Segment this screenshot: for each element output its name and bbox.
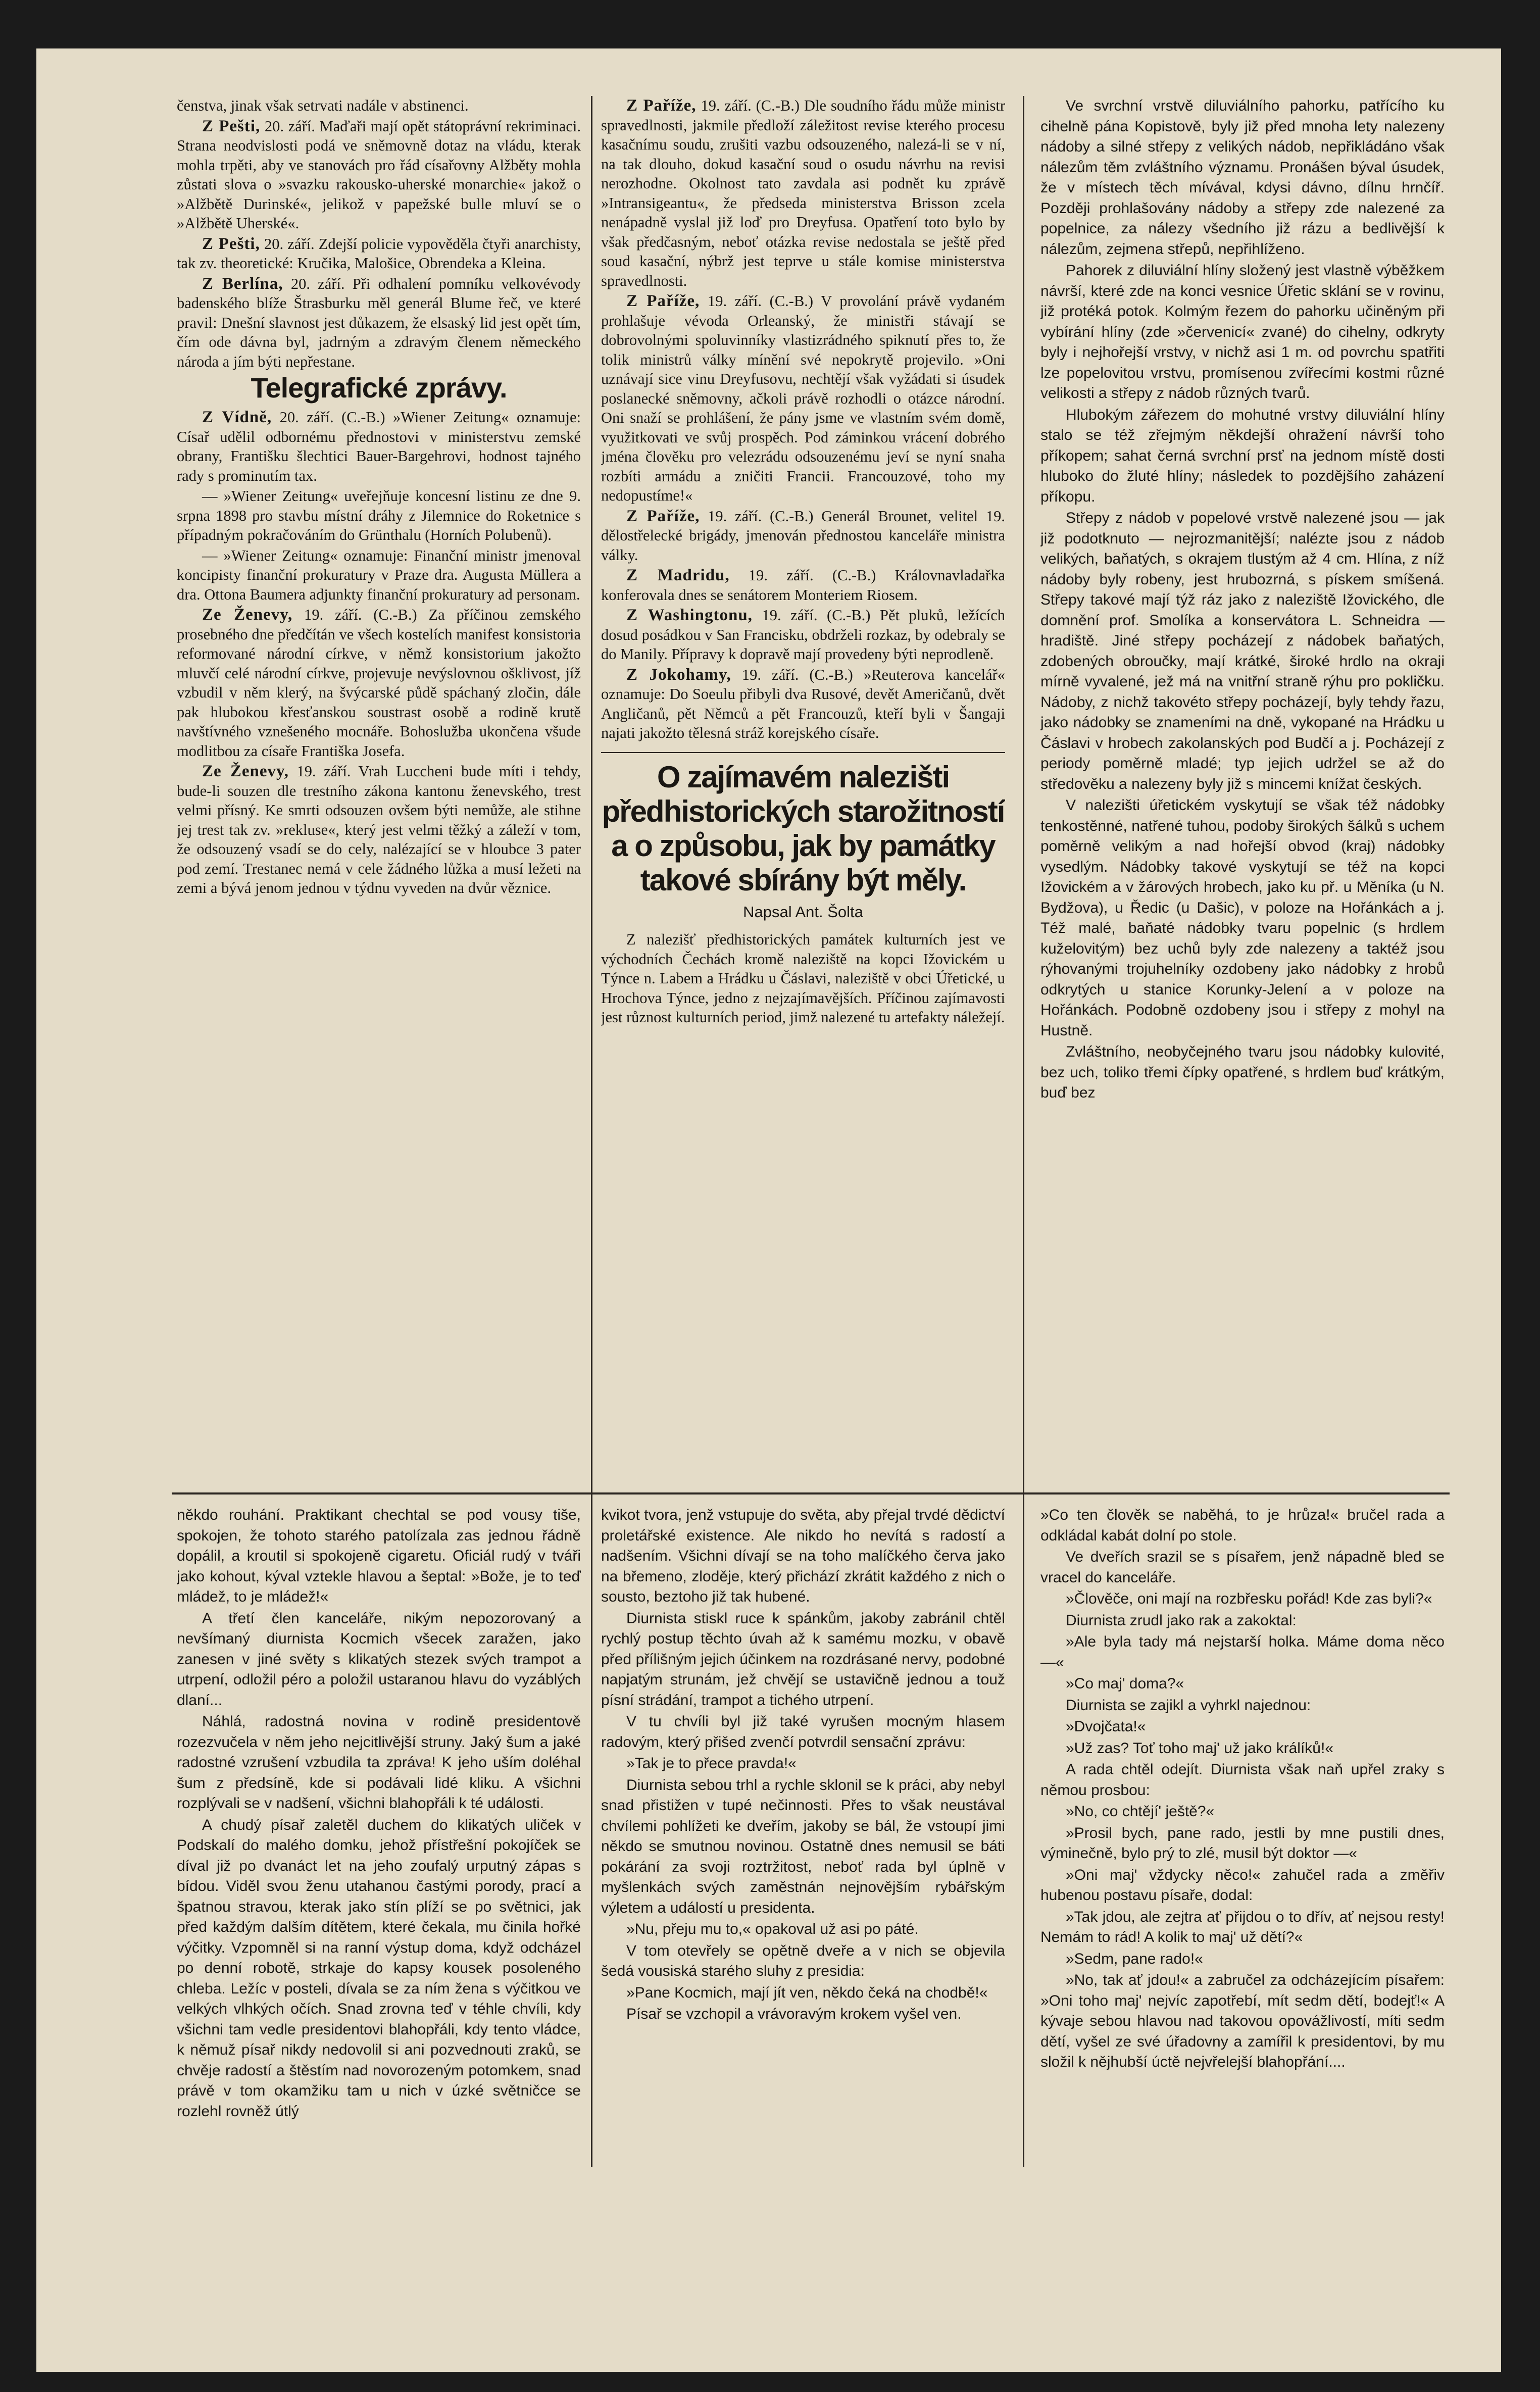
news-dateline: Z Berlína, (202, 274, 283, 293)
news-text: 20. září. Maďaři mají opět státoprávní rekriminaci. Strana neodvislosti podá ve sněmovně dotaz na vládu, kterak mohla trpěti, aby ve stanovách pro řád císařovny Alžběty mohla zůstati slova o »svazku rakousko-uherské monarchie« jakož o »Alžbětě Durinské«, jelikož v papežské bulle mluví se o »Alžbětě Uherské«. (177, 117, 581, 232)
news-item (601, 665, 1005, 743)
news-text: 19. září. (C.-B.) Za příčinou zemského prosebného dne předčítán ve všech kostelích manifest konsistoria reformované národní církve, v němž konsistorium jakožto mluvčí celé národní církve, projevuje nevýslovnou ošklivost, jíž vzbudil v něm klerý, na švýcarské půdě spáchaný zločin, dále pak hlubokou křesťanskou soustrast osobě a rodině krutě navštívného vznešeného mocnáře. Bohoslužba ukončena všude modlitbou za císaře Františka Josefa. (177, 606, 581, 760)
news-item (601, 96, 1005, 290)
news-text: 19. září. (C.-B.) V provolání právě vydaném prohlašuje vévoda Orleanský, že ministři stávají se dobrovolnými spoluvinníky vlastizrádného spiknutí přes to, že tolik ministrů války mínění své nepokrytě projevilo. »Oni uznávají sice vinu Dreyfusovu, nechtějí však vyžádati si úsudek poslanecké sněmovny, ačkoli právě rozhodli o otázce národní. Oni snaží se prohlášení, že pány jsme ve vlastním svém domě, využitkovati ve svůj prospěch. Pod záminkou vrácení dobrého jména člověku pro velezrádu odsouzenému jeví se nyní snaha rozbíti armádu a zničiti Francii. Francouzové, toho my nedopustíme!« (601, 292, 1005, 504)
news-text: 19. září. (C.-B.) »Reuterova kancelář« oznamuje: Do Soeulu přibyli dva Rusové, devět Američanů, dvět Angličanů, pět Němců a pět Francouzů, kteří byli v Šangaji najati jakožto tělesná stráž korejského císaře. (601, 666, 1005, 741)
feuilleton-column-2 (601, 1505, 1005, 2227)
feuilleton-paragraph: Diurnista se zajikl a vyhrkl najednou: (1066, 1697, 1311, 1714)
article-paragraph: Pahorek z diluviální hlíny složený jest vlastně výběžkem návrší, které zde na konci vesnice Úřetic sklání se v rovinu, již protéká potok. Kolmým řezem do pahorku učiněným při vybírání hlíny (zde »červenicí« zvané) do cihelny, odkryty byly i nejhořejší vrstvy, v nichž asi 1 m. od povrchu spatřiti lze popelovitou vrstvu, promísenou zvířecími kostmi různé velikosti a střepy z nádob různých tvarů. (1040, 262, 1445, 402)
news-item (601, 507, 1005, 565)
feuilleton-paragraph: »Co maj' doma?« (1066, 1675, 1184, 1692)
section-divider (601, 752, 1005, 753)
feuilleton-paragraph: V tom otevřely se opětně dveře a v nich se objevila šedá vousiská starého sluhy z presidia: (601, 1942, 1005, 1979)
news-text: 19. září. (C.-B.) Dle soudního řádu může ministr spravedlnosti, jakmile předloží záležitost revise kterého procesu kasačnímu soudu, zrušiti vazbu odsouzeného, nalezá-li se v ní, na tak dlouho, dokud kasační soud o osudu návrhu na revisi nerozhodne. Okolnost tato zavdala asi podnět ku zprávě »Intransigeantu«, že předseda ministerstva Brisson zcela nenápadně vyslal již loď pro Dreyfusa. Opatření toto bylo by však předčasným, neboť otázka revise nedostala se ještě před soud kasační, nýbrž jest teprve u stále komise ministerstva spravedlnosti. (601, 97, 1005, 289)
news-column-2 (601, 96, 1005, 1485)
news-text: 19. září. (C.-B.) Generál Brounet, velitel 19. dělostřelecké brigády, jmenován přednostou kanceláře ministra války. (601, 507, 1005, 564)
feuilleton-paragraph: Diurnista zrudl jako rak a zakoktal: (1066, 1612, 1297, 1629)
news-item (177, 408, 581, 485)
feuilleton-paragraph: »Co ten člověk se naběhá, to je hrůza!« bručel rada a odkládal kabát dolní po stole. (1040, 1507, 1445, 1544)
feuilleton-paragraph: Písař se vzchopil a vrávoravým krokem vyšel ven. (626, 2006, 962, 2022)
article-paragraph: Střepy z nádob v popelové vrstvě nalezené jsou — jak již podotknuto — nejrozmanitější; nalézte jsou z nádob velikých, baňatých, s okrajem tlustým až 4 cm. Hlína, z níž nádoby byly robeny, jest hrubozrná, s pískem smíšená. Střepy takové mají týž ráz jako z naleziště Ižovického, dle domnění prof. Smolíka a konservátora L. Schneidra — hradiště. Jiné střepy pocházejí z nádobek baňatých, zdobených obroučky, mají krátké, široké hrdlo na okraji mírně vyvalené, jež má na vnitřní straně rýhu pro pokličku. Nádoby, z nichž takovéto střepy pocházejí, byly tehdy řazu, jako nádobky se znameními na dně, vykopané na Hrádku u Čáslavi v hrobech zakolanských pod Budčí a j. Pocházejí z periody poměrně mladé; typ jejich udržel se až do středověku a nalezeny byly již s mincemi knížat českých. (1040, 510, 1445, 792)
feuilleton-paragraph: »Tak jdou, ale zejtra ať přijdou o to dřív, ať nejsou resty! Nemám to rád! A kolik to maj' už dětí?« (1040, 1908, 1445, 1946)
article-paragraph: Hlubokým zářezem do mohutné vrstvy diluviální hlíny stalo se též zřejmým někdejší ohražení návrší toho příkopem; sahat černá svrchní prsť na jednom místě dosti hluboko do žluté hlíny; následek to pozdějšího zaházení příkopu. (1040, 406, 1445, 505)
article-body-start (601, 930, 1005, 1027)
news-item (601, 566, 1005, 605)
article-byline: Napsal Ant. Šolta (743, 903, 863, 921)
news-dateline: Z Washingtonu, (626, 606, 753, 624)
news-dateline: Z Paříže, (626, 96, 697, 115)
feuilleton-paragraph: Náhlá, radostná novina v rodině presidentově rozezvučela v něm jeho nejcitlivější struny. Jaký šum a jaké radostné vzrušení vzbudila ta zpráva! K jeho uším doléhal šum z předsíně, kde si podávali lidé kliku. A všichni rozplývali se v nadšení, všichni blahopřáli k té události. (177, 1713, 581, 1812)
feuilleton-column-1 (177, 1505, 581, 2227)
column-rule (591, 96, 592, 2167)
news-dateline: Z Madridu, (626, 566, 730, 584)
feuilleton-column-3 (1040, 1505, 1445, 2227)
news-dateline: Ze Ženevy, (202, 606, 293, 624)
news-dateline: Z Pešti, (202, 117, 261, 135)
news-item (177, 96, 581, 116)
news-item (177, 117, 581, 233)
feuilleton-paragraph: Diurnista sebou trhl a rychle sklonil se k práci, aby nebyl snad přistižen v tupé nečinnosti. Přes to však neustával chvílemi pohlížeti ke dveřím, jakoby se bál, že vstoupí jimi někdo se smutnou novinou. Ostatně dnes nemusil se báti pokárání za svoji roztržitost, neboť rada byl úplně v myšlenkách svých zaměstnán nejnovějším rybářským výletem a událostí u presidenta. (601, 1776, 1005, 1916)
feuilleton-paragraph: »Dvojčata!« (1066, 1718, 1146, 1735)
news-dateline: Ze Ženevy, (202, 762, 289, 780)
telegraph-news-list (601, 96, 1005, 743)
column-rule (1023, 96, 1024, 2167)
news-dateline: Z Vídně, (202, 408, 272, 426)
article-paragraph: Z nalezišť předhistorických památek kulturních jest ve východních Čechách kromě naleziště na kopci Ižovickém u Týnce n. Labem a Hrádku u Čáslavi, naleziště v obci Úřetické, u Hrochova Týnce, jedno z nejzajímavějších. Příčinou zajímavosti jest různost kulturních period, jimž nalezené tu artefakty náležejí. (601, 931, 1005, 1026)
news-item (177, 546, 581, 605)
feuilleton-paragraph: »Prosil bych, pane rado, jestli by mne pustili dnes, výminečně, bylo prý to zlé, musil být doktor —« (1040, 1824, 1445, 1862)
news-text: 20. září. Při odhalení pomníku velkovévody badenského blíže Štrasburku měl generál Blume řeč, ve které pravil: Dnešní slavnost jest důkazem, že elsaský lid jest opět tím, čím ode dávna byl, jadrným a zdravým členem německého národa a jím býti nepřestane. (177, 275, 581, 370)
feuilleton-paragraph: »No, co chtějí' ještě?« (1066, 1803, 1215, 1820)
news-text: — »Wiener Zeitung« oznamuje: Finanční ministr jmenoval koncipisty finanční prokuratury v Praze dra. Augusta Müllera a dra. Ottona Baumera adjunkty finanční prokuratury ad personam. (177, 546, 581, 603)
article-title: O zajímavém nalezišti předhistorických starožitností a o způsobu, jak by památky takové sbírány být měly. (602, 760, 1005, 897)
feuilleton-paragraph: kvikot tvora, jenž vstupuje do světa, aby přejal trvdé dědictví proletářské existence. Ale nikdo ho nevítá s radostí a nadšením. Všichni dívají se na toho malíčkého červa jako na břemeno, zloděje, který přichází zkrátit každého z nich o sousto, beztoho již tak hubené. (601, 1507, 1005, 1605)
feuilleton-divider (172, 1492, 1450, 1494)
feuilleton-paragraph: V tu chvíli byl již také vyrušen mocným hlasem radovým, který přišed zvenčí potvrdil sensační zprávu: (601, 1713, 1005, 1751)
news-item (177, 274, 581, 372)
feuilleton-paragraph: »Nu, přeju mu to,« opakoval už asi po páté. (626, 1921, 919, 1937)
news-dateline: Z Paříže, (626, 507, 700, 525)
feuilleton-paragraph: »Sedm, pane rado!« (1066, 1950, 1203, 1967)
news-item (601, 291, 1005, 506)
feuilleton-paragraph: A třetí člen kanceláře, nikým nepozorovaný a nevšímaný diurnista Kocmich všecek zaražen, jako zanesen v jiné světy s klikatých stezek svých trampot a utrpení, odložil péro a položil ustaranou hlavu do vyzáblých dlaní... (177, 1610, 581, 1709)
article-paragraph: V nalezišti úřetickém vyskytují se však též nádobky tenkostěnné, natřené tuhou, podoby širokých šálků s uchem poměrně velikým a nad hořejší obvod (kraj) nádobky vysedlým. Nádobky takové vyskytují se též na kopci Ižovickém a v žárových hrobech, jako ku př. u Měníka (u N. Bydžova), u Ředic (u Dašic), v poloze na Hořánkách a j. Též malé, baňaté nádobky tvaru popelnic (s hrdlem kuželovitým) bez uchů byly zde nalezeny a taktéž jsou rýhovanými trojuhelníky ozdobeny jako nádobky z hrobů odkrytých u stanice Korunky-Jelení a v poloze na Hořánkách. Podobně ozdobeny jsou i střepy z mohyl na Hustně. (1040, 797, 1445, 1039)
news-text: čenstva, jinak však setrvati nadále v abstinenci. (177, 97, 469, 114)
feuilleton-paragraph: A chudý písař zaletěl duchem do klikatých uliček v Podskalí do malého domku, jehož přístřešní pokojíček se díval již po dvanáct let na jeho zoufalý urputný zápas s bídou. Viděl svou ženu utahanou častými porody, prací a špatnou stravou, kterak jako stín plíží se po světnici, jak před každým dalším dítětem, které čekala, mu činila hořké výčitky. Vzpomněl si na ranní výstup doma, když odcházel po denní robotě, strkaje do kapsy kousek posoleného chleba. Ležíc v posteli, dívala se za ním žena s výčitkou ve velkých vlhkých očích. Snad zrovna teď v téhle chvíli, kdy všichni tam vedle presidentovi blahopřáli, kdy tento vládce, k němuž písař nikdy nedovolil si ani pozvednouti zraků, se chvěje radostí a štěstím nad novorozeným potomkem, snad právě v tom okamžiku tam u nich v úzké světničce se rozlehl rovněž útlý (177, 1816, 581, 2120)
news-text: 20. září. Zdejší policie vypověděla čtyři anarchisty, tak zv. theoretické: Kručika, Malošice, Obrendeka a Kleina. (177, 235, 581, 272)
feuilleton-paragraph: »Člověče, oni mají na rozbřesku pořád! Kde zas byli?« (1066, 1590, 1432, 1607)
news-text: 20. září. (C.-B.) »Wiener Zeitung« oznamuje: Císař udělil odbornému přednostovi v ministerstvu zemské obrany, Františku šlechtici Bauer-Bargehrovi, hodnost tajného rady s prominutím tax. (177, 409, 581, 484)
news-column-1 (177, 96, 581, 1485)
feuilleton-paragraph: »Oni maj' vždycky něco!« zahučel rada a změřiv hubenou postavu písaře, dodal: (1040, 1866, 1445, 1904)
feuilleton-paragraph: Ve dveřích srazil se s písařem, jenž nápadně bled se vracel do kanceláře. (1040, 1549, 1445, 1586)
news-dateline: Z Jokohamy, (626, 665, 731, 684)
feuilleton-paragraph: »Tak je to přece pravda!« (626, 1755, 797, 1772)
news-text: — »Wiener Zeitung« uveřejňuje koncesní listinu ze dne 9. srpna 1898 pro stavbu místní dráhy z Jilemnice do Roketnice s případným pokračováním do Grünthalu (Horních Polubenů). (177, 487, 581, 543)
feuilleton-paragraph: »Pane Kocmich, mají jít ven, někdo čeká na chodbě!« (626, 1984, 988, 2001)
article-paragraph: Zvláštního, neobyčejného tvaru jsou nádobky kulovité, bez uch, toliko třemi čípky opatřené, s hrdlem buď krátkým, buď bez (1040, 1043, 1445, 1101)
news-item (601, 606, 1005, 664)
feuilleton-paragraph: někdo rouhání. Praktikant chechtal se pod vousy tiše, spokojen, že tohoto starého patolízala zas jednou řádně dopálil, a kroutil si spokojeně cigaretu. Oficiál rudý v tváři jako kohout, kýval vztekle hlavou a šeptal: »Bože, je to teď mládež, to je mládež!« (177, 1507, 581, 1605)
news-item (177, 762, 581, 898)
news-item (177, 486, 581, 545)
news-dateline: Z Paříže, (626, 292, 700, 310)
feuilleton-paragraph: A rada chtěl odejít. Diurnista však naň upřel zraky s němou prosbou: (1040, 1761, 1445, 1799)
news-item (177, 234, 581, 273)
news-text: 19. září. Vrah Luccheni bude míti i tehdy, bude-li souzen dle trestního zákona kantonu ženevského, trest velmi přísný. Ke smrti odsouzen ovšem býti nemůže, ale stihne jej trest tak zv. »rekluse«, který jest velmi těžký a záleží v tom, že odsouzený vsadí se do cely, nalézající se v hloubce 3 pater pod zemí. Trestanec nemá v cele žádného lůžka a musí ležeti na zemi a bývá jenom jednou v týdnu vyveden na dvůr věznice. (177, 763, 581, 896)
news-dateline: Z Pešti, (202, 234, 260, 253)
news-item (177, 605, 581, 761)
news-text: 19. září. (C.-B.) Pět pluků, ležících dosud posádkou v San Francisku, obdrželi rozkaz, by odebraly se do Manily. Přípravy k dopravě mají provedeny býti neprodleně. (601, 607, 1005, 663)
news-text: 19. září. (C.-B.) Královnavladařka konferovala dnes se senátorem Monteriem Riosem. (601, 567, 1005, 604)
article-column-3 (1040, 96, 1445, 1485)
feuilleton-paragraph: »Ale byla tady má nejstarší holka. Máme doma něco —« (1040, 1633, 1445, 1671)
article-paragraph: Ve svrchní vrstvě diluviálního pahorku, patřícího ku cihelně pána Kopistově, byly již před mnoha lety nalezeny nádoby a silné střepy z velikých nádob, nepřikládáno však nálezům těm zvláštního významu. Pronášen býval úsudek, že v místech těch mívával, kdysi dávno, dílnu hrnčíř. Později prohlašovány nádoby a střepy zde nalezené za popelnice, za nálezy všedního již rázu a bedlivější k nálezům, zejmena střepů, nepřihlíženo. (1040, 97, 1445, 258)
feuilleton-paragraph: »Už zas? Toť toho maj' už jako králíků!« (1066, 1739, 1334, 1757)
feuilleton-paragraph: »No, tak ať jdou!« a zabručel za odcházejícím písařem: »Oni toho maj' nejvíc zapotřebí, mít sedm dětí, bodejť!« A kývaje sebou hlavou nad takovou opovážlivostí, míti sedm dětí, vyšel ze své úřadovny a zamířil k presidentovi, by mu složil k nějhubší úctě nejvřelejší blahopřání.... (1040, 1972, 1445, 2070)
feuilleton-paragraph: Diurnista stiskl ruce k spánkům, jakoby zabránil chtěl rychlý postup těchto úvah až k samému mozku, v obavě před přílišným jejich účinkem na rozdrásané nervy, podobné napjatým strunám, jež chvějí se ustavičně jednou a touž písní strádání, trampot a tichého utrpení. (601, 1610, 1005, 1709)
section-heading: Telegrafické zprávy. (251, 372, 507, 404)
